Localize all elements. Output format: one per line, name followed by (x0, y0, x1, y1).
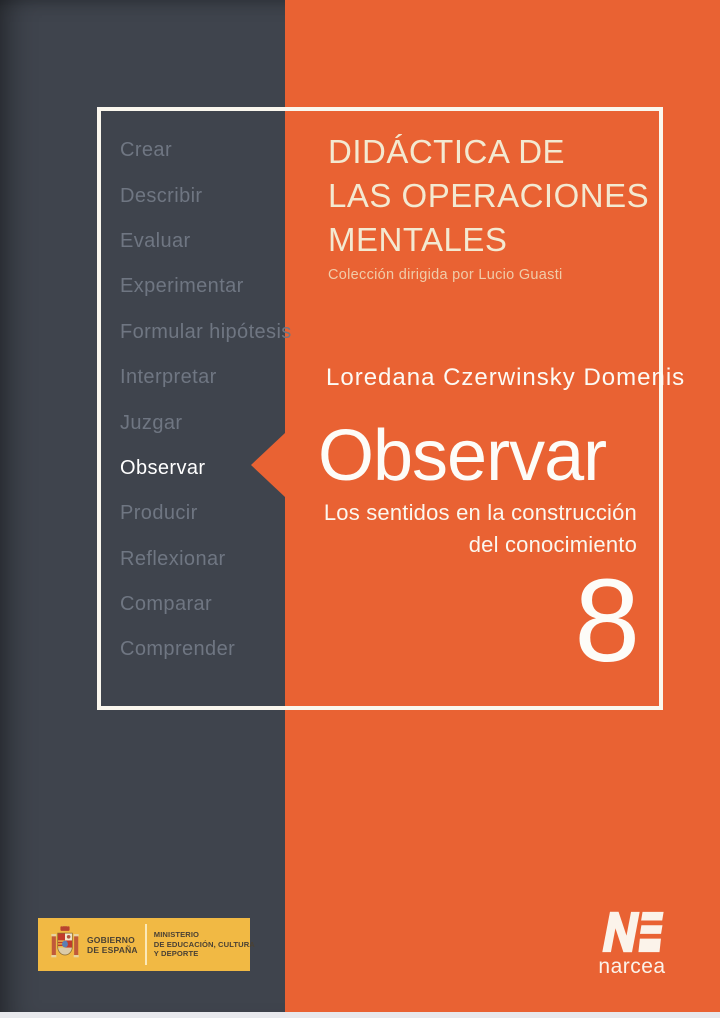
menu-item-comprender: Comprender (120, 638, 236, 661)
menu-item-experimentar: Experimentar (120, 275, 244, 298)
series-title-block (328, 130, 649, 283)
series-editor-line: Colección dirigida por Lucio Guasti (328, 267, 563, 283)
book-subtitle (324, 497, 637, 561)
ministry-line: Y DEPORTE (153, 949, 199, 959)
publisher-name: narcea (598, 955, 666, 978)
menu-item-observar: Observar (120, 456, 206, 479)
publisher-logo (594, 908, 670, 979)
spain-coat-of-arms-icon (50, 924, 80, 966)
book-subtitle-line: del conocimiento (468, 532, 637, 557)
government-entity-line: GOBIERNO (87, 934, 135, 945)
series-title-line: LAS OPERACIONES (328, 177, 650, 214)
government-logo (38, 918, 255, 971)
menu-item-interpretar: Interpretar (120, 366, 217, 389)
series-title-line: DIDÁCTICA DE (328, 133, 566, 170)
volume-number: 8 (574, 555, 640, 687)
ministry-label (154, 930, 255, 959)
menu-item-producir: Producir (120, 502, 198, 525)
ministry-line: MINISTERIO (153, 930, 200, 940)
active-item-arrow (251, 433, 285, 497)
menu-item-formular-hipotesis: Formular hipótesis (120, 320, 292, 343)
book-title: Observar (318, 416, 607, 496)
book-subtitle-line: Los sentidos en la construcción (323, 500, 637, 525)
government-logo-divider (145, 924, 147, 965)
mental-operations-list (120, 128, 292, 673)
ministry-line: DE EDUCACIÓN, CULTURA (153, 939, 255, 949)
menu-item-evaluar: Evaluar (120, 229, 191, 252)
menu-item-describir: Describir (120, 184, 203, 207)
page-bottom-edge (0, 1012, 720, 1018)
menu-item-juzgar: Juzgar (120, 411, 183, 434)
narcea-monogram-icon (600, 908, 664, 954)
author-name: Loredana Czerwinsky Domenis (326, 364, 686, 391)
menu-item-crear: Crear (120, 139, 173, 162)
series-title-line: MENTALES (328, 221, 508, 258)
menu-item-reflexionar: Reflexionar (120, 547, 226, 570)
government-entity-label (87, 935, 138, 955)
menu-item-comparar: Comparar (120, 593, 213, 616)
government-entity-line: DE ESPAÑA (87, 944, 138, 955)
